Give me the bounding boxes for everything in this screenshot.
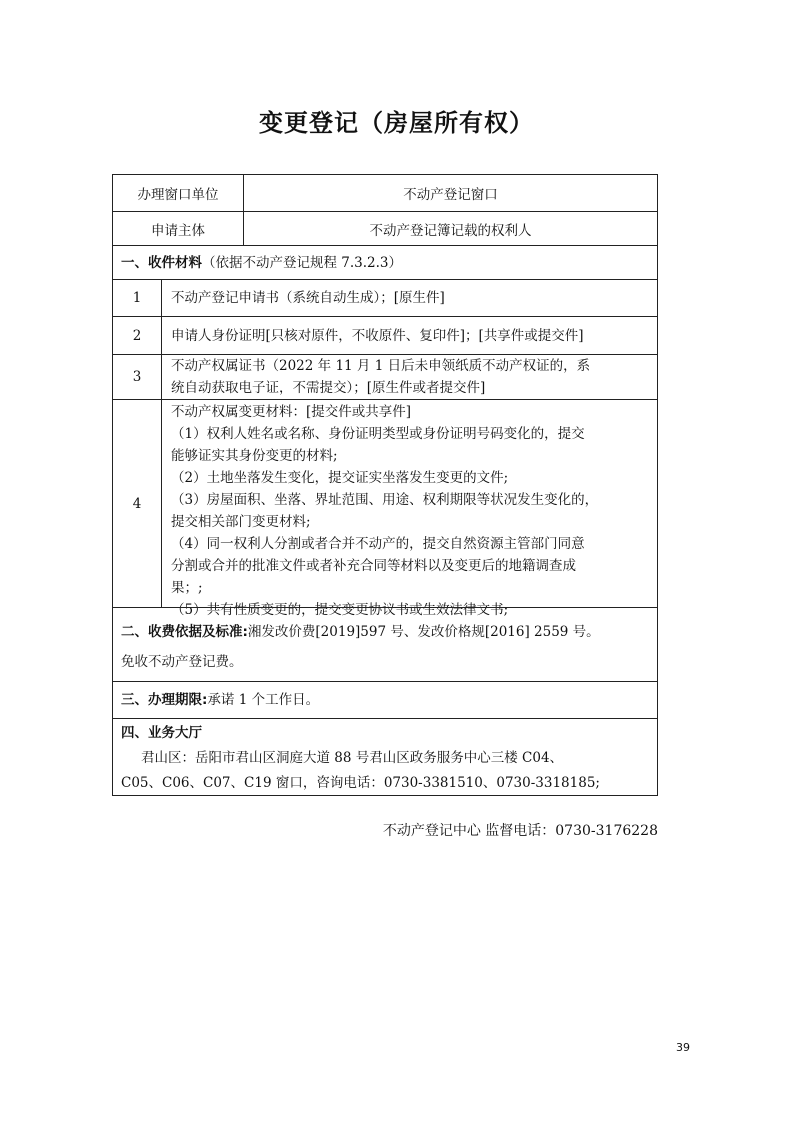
section1-note: （依据不动产登记规程 7.3.2.3）	[202, 254, 403, 271]
office-label: 办理窗口单位	[113, 175, 244, 211]
service-guide-table	[112, 174, 658, 796]
section2-text: 湘发改价费[2019]597 号、发改价格规[2016] 2559 号。	[247, 624, 600, 640]
material-number: 1	[113, 280, 162, 316]
office-value: 不动产登记窗口	[403, 187, 498, 203]
material-text	[171, 355, 590, 399]
material-row	[113, 316, 657, 354]
applicant-label: 申请主体	[113, 212, 244, 245]
section4-row	[113, 718, 657, 796]
section2-heading: 二、收费依据及标准:	[121, 624, 248, 640]
material-line: （2）土地坐落发生变化，提交证实坐落发生变更的文件;	[171, 470, 509, 486]
material-line: 果；;	[171, 580, 203, 596]
material-row	[113, 354, 657, 399]
material-line: 不动产权属证书（2022 年 11 月 1 日后未申领纸质不动产权证的，系	[171, 358, 591, 374]
material-line: （1）权利人姓名或名称、身份证明类型或身份证明号码变化的，提交	[171, 426, 585, 442]
material-row	[113, 399, 657, 618]
material-number: 2	[113, 317, 162, 354]
footer-contact: 不动产登记中心 监督电话：0730-3176228	[382, 823, 658, 839]
applicant-row	[113, 211, 657, 245]
section2-row	[113, 607, 657, 681]
section4-heading: 四、业务大厅	[121, 725, 202, 741]
section4-phone: C05、C06、C07、C19 窗口，咨询电话：0730-3381510、0730-3318185;	[121, 775, 600, 791]
material-line: （4）同一权利人分割或者合并不动产的，提交自然资源主管部门同意	[171, 536, 585, 552]
material-line: 能够证实其身份变更的材料;	[171, 448, 338, 464]
section1-row	[113, 245, 657, 279]
section3-row	[113, 681, 657, 718]
material-row	[113, 279, 657, 316]
applicant-value: 不动产登记簿记载的权利人	[369, 222, 532, 239]
material-line: 统自动获取电子证，不需提交）；[原生件或者提交件]	[171, 380, 486, 396]
section3-heading: 三、办理期限:	[121, 692, 208, 708]
page-number: 39	[676, 1041, 690, 1054]
section4-address: 君山区：岳阳市君山区洞庭大道 88 号君山区政务服务中心三楼 C04、	[141, 750, 564, 766]
section3-text: 承诺 1 个工作日。	[207, 692, 320, 708]
material-line: 不动产权属变更材料：[提交件或共享件]	[171, 404, 412, 420]
material-line: 分割或合并的批准文件或者补充合同等材料以及变更后的地籍调查成	[171, 558, 576, 574]
office-row	[113, 175, 657, 211]
material-text: 申请人身份证明[只核对原件，不收原件、复印件]；[共享件或提交件]	[171, 327, 584, 344]
material-text	[171, 401, 598, 621]
section1-heading: 一、收件材料	[121, 254, 202, 271]
material-number: 3	[113, 355, 162, 399]
material-line: （5）共有性质变更的，提交变更协议书或生效法律文书;	[171, 602, 509, 618]
material-text: 不动产登记申请书（系统自动生成）；[原生件]	[171, 290, 445, 306]
section2-note: 免收不动产登记费。	[121, 654, 243, 670]
material-line: 提交相关部门变更材料;	[171, 514, 311, 530]
material-line: （3）房屋面积、坐落、界址范围、用途、权利期限等状况发生变化的，	[171, 492, 599, 508]
page-title: 变更登记（房屋所有权）	[259, 109, 534, 137]
material-number: 4	[113, 400, 162, 607]
